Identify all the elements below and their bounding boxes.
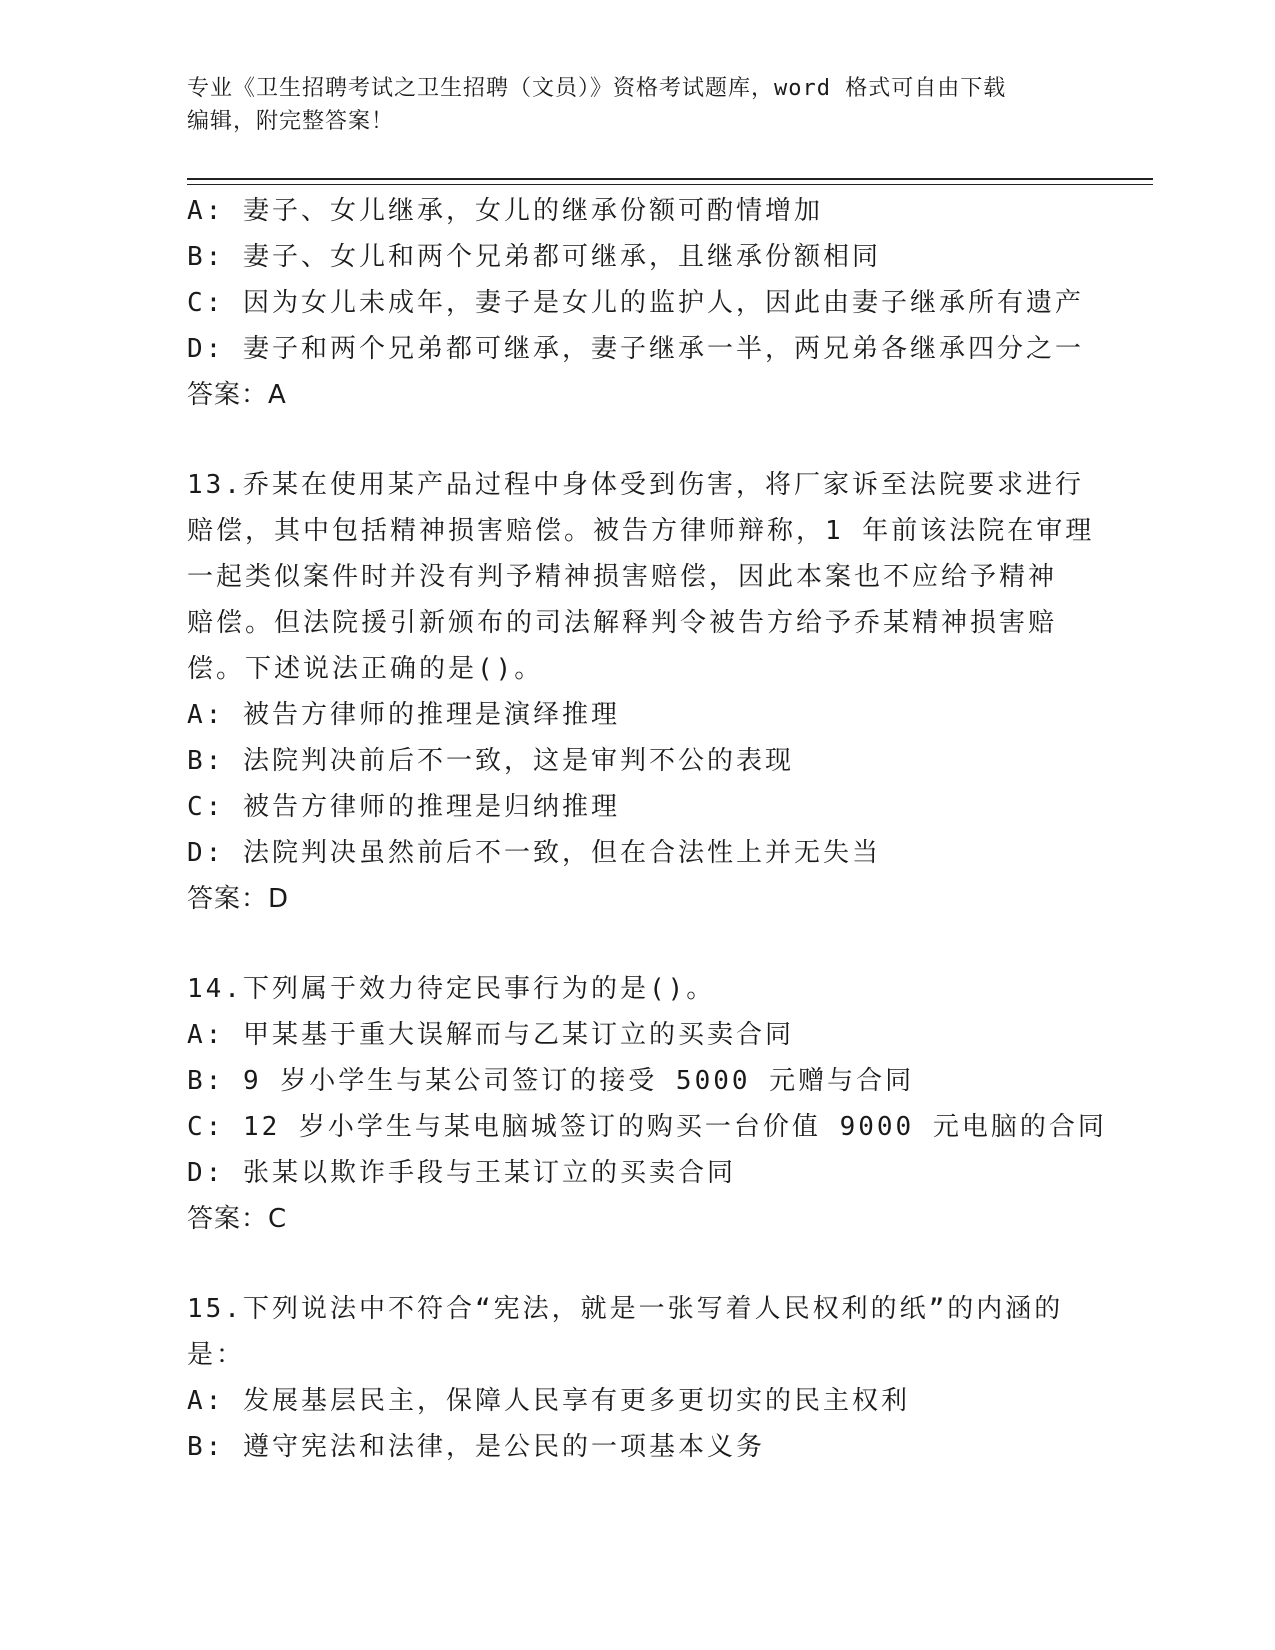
header-line-1: 专业《卫生招聘考试之卫生招聘（文员）》资格考试题库，word 格式可自由下载 (187, 76, 1007, 101)
option-d: D: 张某以欺诈手段与王某订立的买卖合同 (187, 1158, 736, 1188)
option-a: A: 被告方律师的推理是演绎推理 (187, 700, 620, 730)
question-stem-line: 赔偿。但法院援引新颁布的司法解释判令被告方给予乔某精神损害赔 (187, 608, 1058, 638)
option-a: A: 甲某基于重大误解而与乙某订立的买卖合同 (187, 1020, 794, 1050)
answer: 答案：A (187, 380, 287, 410)
option-b: B: 遵守宪法和法律，是公民的一项基本义务 (187, 1432, 765, 1462)
header-divider-thick (187, 178, 1153, 180)
option-c: C: 12 岁小学生与某电脑城签订的购买一台价值 9000 元电脑的合同 (187, 1112, 1107, 1142)
answer: 答案：D (187, 884, 290, 914)
question-13 (187, 462, 1095, 922)
question-stem-line: 14.下列属于效力待定民事行为的是()。 (187, 974, 716, 1004)
question-14 (187, 966, 1107, 1242)
option-a: A: 发展基层民主，保障人民享有更多更切实的民主权利 (187, 1386, 910, 1416)
question-stem-line: 是： (187, 1340, 246, 1370)
question-15 (187, 1286, 1087, 1470)
question-12 (187, 188, 1087, 418)
option-b: B: 9 岁小学生与某公司签订的接受 5000 元赠与合同 (187, 1066, 915, 1096)
option-c: C: 因为女儿未成年，妻子是女儿的监护人，因此由妻子继承所有遗产 (187, 288, 1084, 318)
question-stem-line: 15.下列说法中不符合“宪法，就是一张写着人民权利的纸”的内涵的 (187, 1294, 1064, 1324)
question-stem-line: 一起类似案件时并没有判予精神损害赔偿，因此本案也不应给予精神 (187, 562, 1058, 592)
header-line-2: 编辑，附完整答案！ (187, 109, 395, 134)
header-divider-thin (187, 184, 1153, 185)
spacer (187, 922, 1087, 966)
option-b: B: 妻子、女儿和两个兄弟都可继承，且继承份额相同 (187, 242, 881, 272)
question-list (187, 188, 1107, 1470)
spacer (187, 418, 1087, 462)
question-stem-line: 13.乔某在使用某产品过程中身体受到伤害，将厂家诉至法院要求进行 (187, 470, 1084, 500)
document-header (187, 72, 1087, 138)
option-a: A: 妻子、女儿继承，女儿的继承份额可酌情增加 (187, 196, 823, 226)
answer: 答案：C (187, 1204, 288, 1234)
question-stem-line: 赔偿，其中包括精神损害赔偿。被告方律师辩称，1 年前该法院在审理 (187, 516, 1095, 546)
option-c: C: 被告方律师的推理是归纳推理 (187, 792, 620, 822)
spacer (187, 1242, 1087, 1286)
option-d: D: 妻子和两个兄弟都可继承，妻子继承一半，两兄弟各继承四分之一 (187, 334, 1084, 364)
option-d: D: 法院判决虽然前后不一致，但在合法性上并无失当 (187, 838, 881, 868)
question-stem-line: 偿。下述说法正确的是()。 (187, 654, 544, 684)
option-b: B: 法院判决前后不一致，这是审判不公的表现 (187, 746, 794, 776)
